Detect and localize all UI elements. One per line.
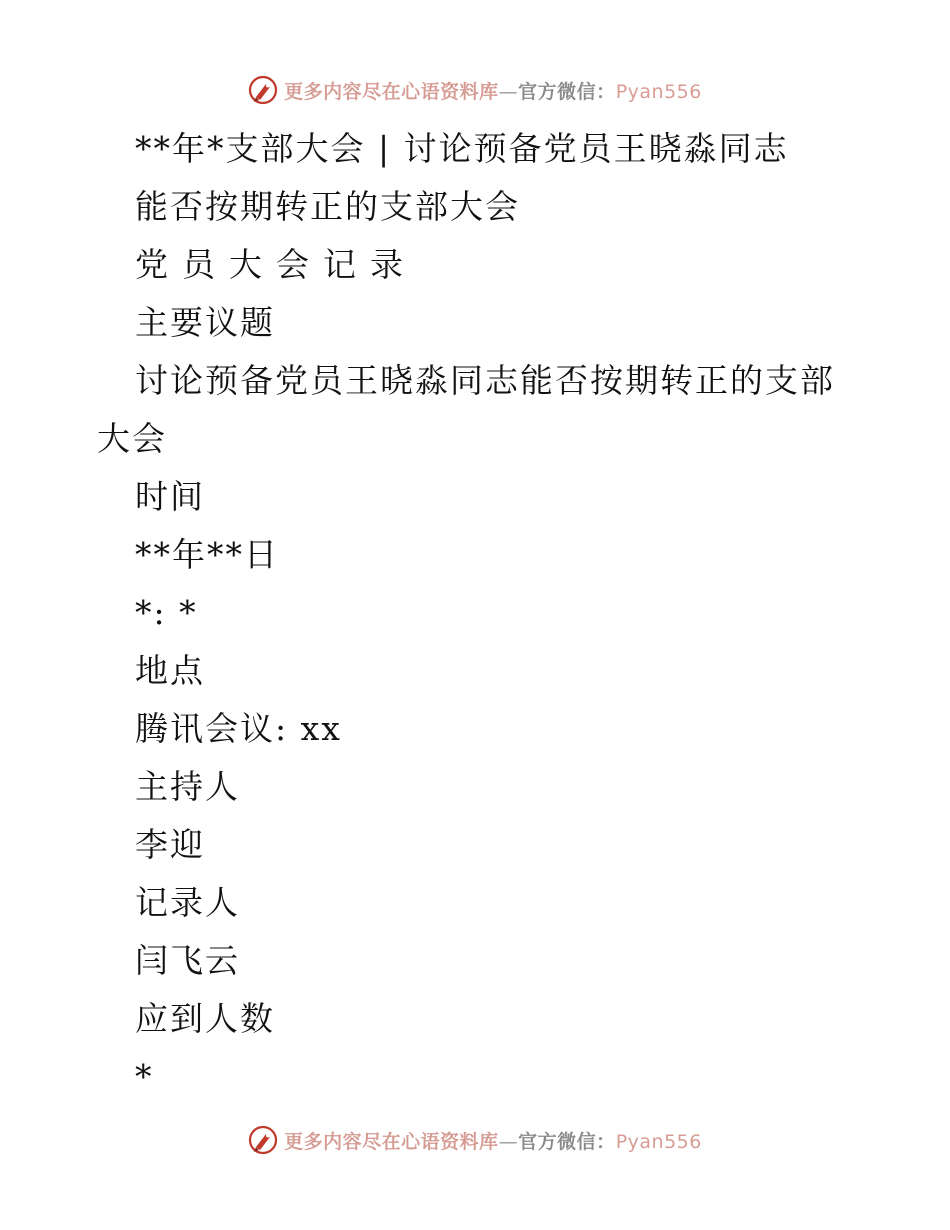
agenda-value: 讨论预备党员王晓淼同志能否按期转正的支部大会 <box>97 361 835 458</box>
location-label: 地点 <box>135 651 205 690</box>
watermark-id: Pyan556 <box>615 80 702 103</box>
watermark-group <box>248 1125 702 1155</box>
header-watermark <box>0 72 950 108</box>
recorder-value: 闫飞云 <box>135 941 240 980</box>
watermark-group <box>248 75 702 105</box>
watermark-brand: 更多内容尽在心语资料库 <box>284 1130 499 1153</box>
attendance-value: * <box>135 1057 154 1096</box>
host-value: 李迎 <box>135 825 205 864</box>
pen-logo-icon <box>248 1125 278 1155</box>
time-date: **年**日 <box>135 535 279 574</box>
recorder-label: 记录人 <box>135 883 240 922</box>
watermark-official: 官方微信： <box>518 80 616 103</box>
host-label: 主持人 <box>135 767 240 806</box>
pen-logo-icon <box>248 75 278 105</box>
doc-title-line-2: 能否按期转正的支部大会 <box>135 187 520 226</box>
watermark-text <box>284 77 702 104</box>
document-body <box>97 120 857 1106</box>
watermark-dash: — <box>498 80 519 103</box>
time-label: 时间 <box>135 477 205 516</box>
location-value: 腾讯会议: xx <box>135 709 342 748</box>
watermark-id: Pyan556 <box>615 1130 702 1153</box>
time-clock: *: * <box>135 593 198 632</box>
watermark-brand: 更多内容尽在心语资料库 <box>284 80 499 103</box>
watermark-dash: — <box>498 1130 519 1153</box>
watermark-official: 官方微信： <box>518 1130 616 1153</box>
watermark-text <box>284 1127 702 1154</box>
doc-heading: 党员大会记录 <box>135 245 417 284</box>
agenda-label: 主要议题 <box>135 303 275 342</box>
attendance-label: 应到人数 <box>135 999 275 1038</box>
doc-title-line-1: **年*支部大会 | 讨论预备党员王晓淼同志 <box>135 129 789 168</box>
footer-watermark <box>0 1122 950 1158</box>
